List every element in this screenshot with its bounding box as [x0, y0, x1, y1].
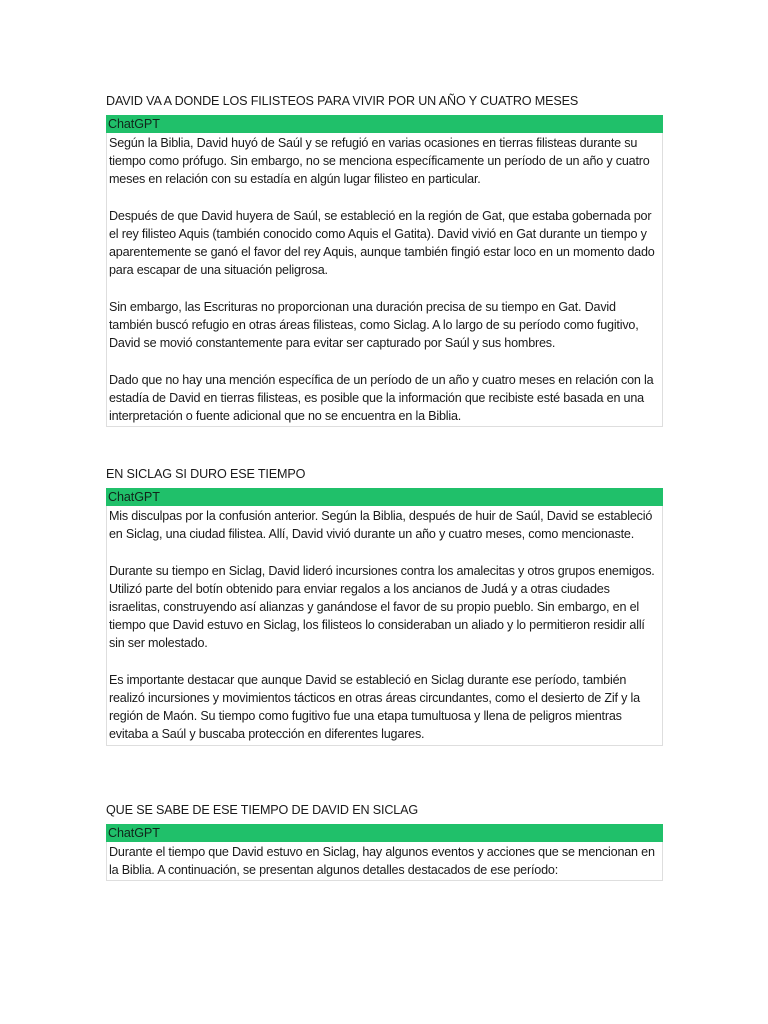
chatgpt-label-banner: ChatGPT	[106, 115, 663, 133]
answer-paragraph: Durante el tiempo que David estuvo en Siclag, hay algunos eventos y acciones que se mencionan en la Biblia. A continuación, se presentan algunos detalles destacados de ese período:	[109, 845, 655, 878]
answer-paragraph: Dado que no hay una mención específica de un período de un año y cuatro meses en relación con la estadía de David en tierras filisteas, es posible que la información que recibiste esté basada en una interpretación o fuente adicional que no se encuentra en la Biblia.	[109, 372, 654, 423]
answer-paragraph: Según la Biblia, David huyó de Saúl y se refugió en varias ocasiones en tierras filisteas durante su tiempo como prófugo. Sin embargo, no se menciona específicamente un período de un año y cuatro meses en relación con su estadía en algún lugar filisteo en particular.	[109, 136, 650, 187]
answer-box	[106, 133, 663, 427]
question-heading: DAVID VA A DONDE LOS FILISTEOS PARA VIVIR POR UN AÑO Y CUATRO MESES	[106, 94, 579, 108]
answer-paragraph: Mis disculpas por la confusión anterior. Según la Biblia, después de huir de Saúl, David se estableció en Siclag, una ciudad filistea. Allí, David vivió durante un año y cuatro meses, como mencionaste.	[109, 509, 653, 542]
qa-section-1	[106, 93, 663, 427]
answer-paragraph: Después de que David huyera de Saúl, se estableció en la región de Gat, que estaba gobernada por el rey filisteo Aquis (también conocido como Aquis el Gatita). David vivió en Gat durante un tiempo y aparentemente se ganó el favor del rey Aquis, aunque también fingió estar loco en un momento dado para escapar de una situación peligrosa.	[109, 208, 655, 278]
answer-paragraph: Durante su tiempo en Siclag, David lideró incursiones contra los amalecitas y otros grupos enemigos. Utilizó parte del botín obtenido para enviar regalos a los ancianos de Judá y a otras ciudades israelitas, construyendo así alianzas y ganándose el favor de su propio pueblo. Sin embargo, en el tiempo que David estuvo en Siclag, los filisteos lo consideraban un aliado y lo permitieron residir allí sin ser molestado.	[109, 563, 655, 651]
answer-paragraph: Es importante destacar que aunque David se estableció en Siclag durante ese período, también realizó incursiones y movimientos tácticos en otras áreas circundantes, como el desierto de Zif y la región de Maón. Su tiempo como fugitivo fue una etapa tumultuosa y llena de peligros mientras evitaba a Saúl y buscaba protección en diferentes lugares.	[109, 672, 640, 742]
chatgpt-label-banner: ChatGPT	[106, 824, 663, 842]
chatgpt-label-banner: ChatGPT	[106, 488, 663, 506]
answer-box	[106, 842, 663, 881]
answer-box	[106, 506, 663, 746]
qa-section-2	[106, 466, 663, 746]
answer-paragraph: Sin embargo, las Escrituras no proporcionan una duración precisa de su tiempo en Gat. David también buscó refugio en otras áreas filisteas, como Siclag. A lo largo de su período como fugitivo, David se movió constantemente para evitar ser capturado por Saúl y sus hombres.	[109, 299, 639, 351]
qa-section-3	[106, 802, 663, 881]
question-heading: EN SICLAG SI DURO ESE TIEMPO	[106, 467, 306, 481]
question-heading: QUE SE SABE DE ESE TIEMPO DE DAVID EN SICLAG	[106, 803, 419, 817]
